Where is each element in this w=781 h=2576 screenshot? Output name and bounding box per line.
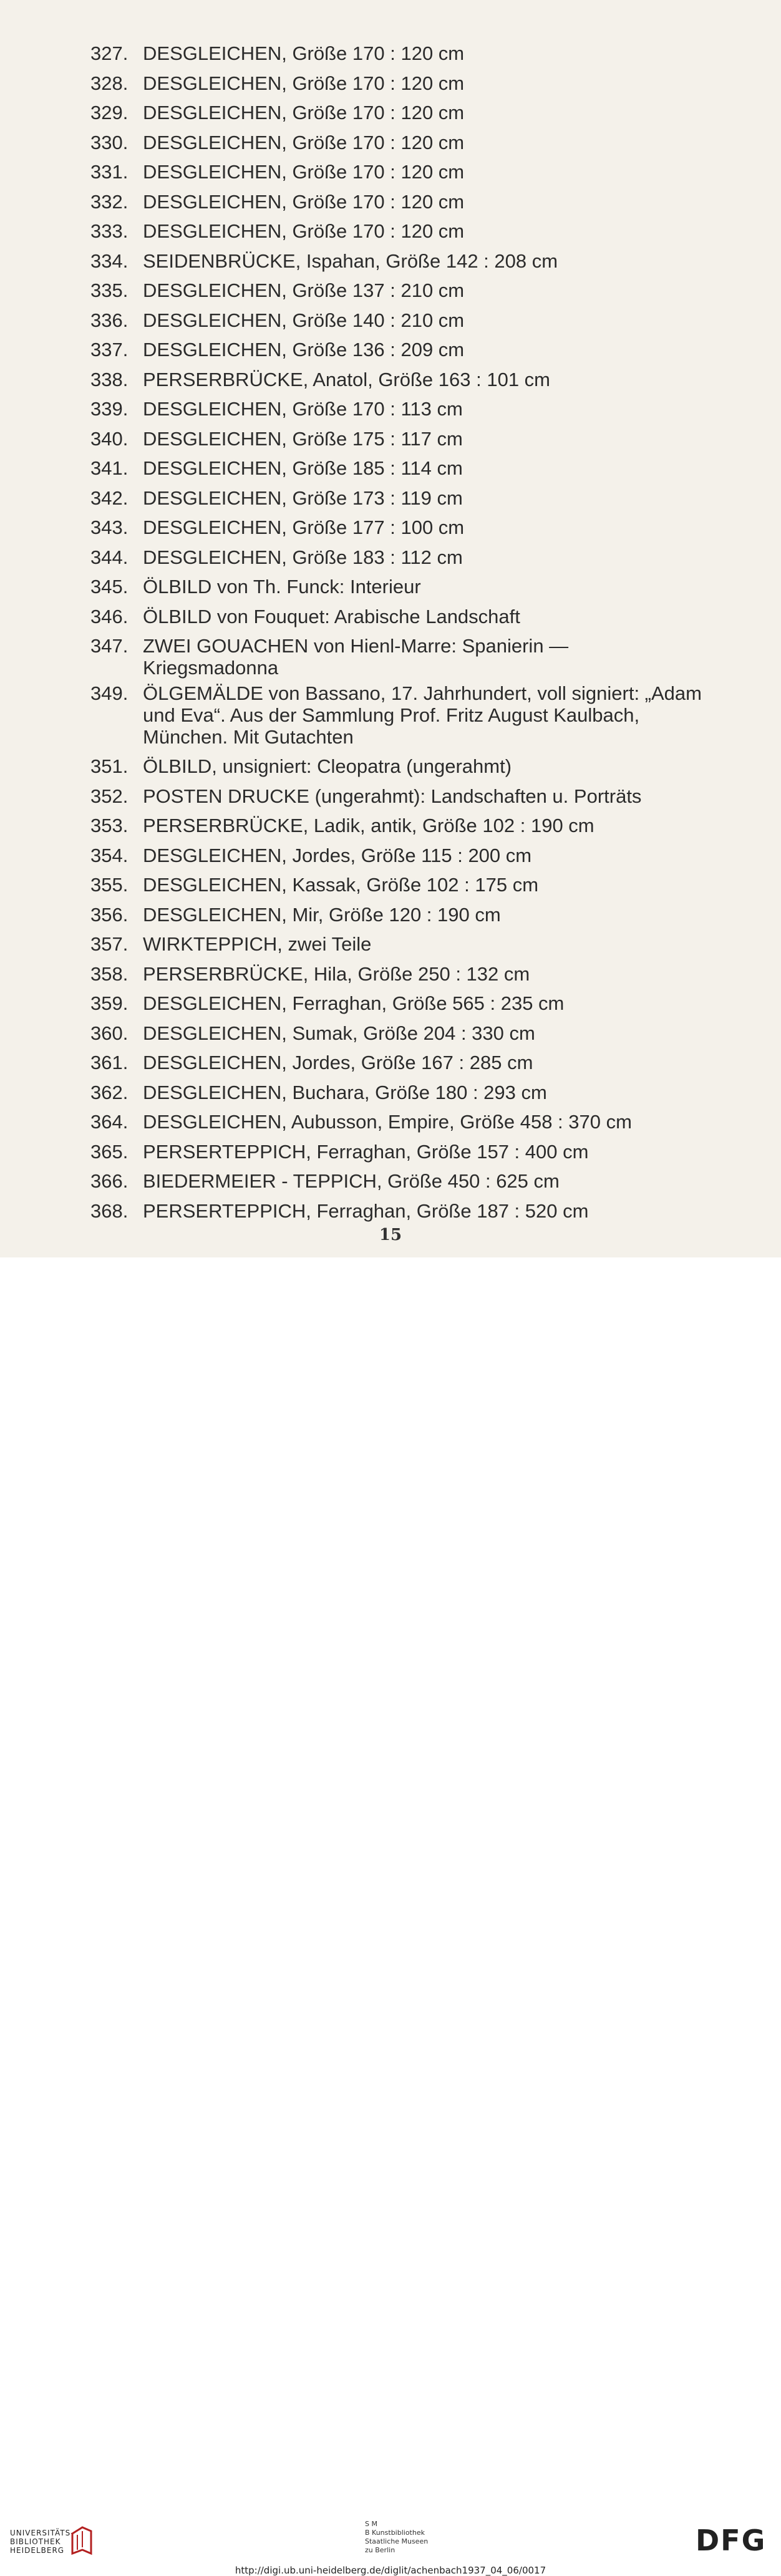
catalog-entry — [90, 929, 708, 959]
catalog-entry — [90, 1107, 708, 1137]
catalog-entry — [90, 752, 708, 782]
entry-number: 360. — [90, 1022, 129, 1044]
catalog-entry — [90, 989, 708, 1019]
entry-text: DESGLEICHEN, Größe 175 : 117 cm — [143, 427, 463, 450]
entry-text: PERSERTEPPICH, Ferraghan, Größe 187 : 520 cm — [143, 1199, 589, 1222]
entry-text: DESGLEICHEN, Größe 140 : 210 cm — [143, 309, 465, 331]
catalog-entry — [90, 424, 708, 454]
document-page — [0, 0, 781, 1257]
entry-number: 357. — [90, 933, 129, 955]
entry-text: PERSERBRÜCKE, Ladik, antik, Größe 102 : 190 cm — [143, 815, 594, 836]
entry-text: DESGLEICHEN, Größe 170 : 120 cm — [143, 161, 465, 183]
catalog-entry — [90, 1166, 708, 1196]
museum-library-logo — [365, 2520, 428, 2555]
entry-text: BIEDERMEIER - TEPPICH, Größe 450 : 625 cm — [143, 1170, 560, 1192]
entry-text: DESGLEICHEN, Mir, Größe 120 : 190 cm — [143, 903, 501, 926]
entry-number: 335. — [90, 279, 129, 301]
entry-text: PERSERBRÜCKE, Hila, Größe 250 : 132 cm — [143, 962, 530, 985]
catalog-entry — [90, 276, 708, 306]
entry-text: DESGLEICHEN, Größe 170 : 120 cm — [143, 190, 465, 213]
catalog-entry — [90, 1078, 708, 1108]
entry-text: DESGLEICHEN, Größe 170 : 120 cm — [143, 42, 465, 64]
catalog-entry — [90, 453, 708, 483]
entry-text: WIRKTEPPICH, zwei Teile — [143, 933, 372, 955]
entry-text: DESGLEICHEN, Größe 170 : 113 cm — [143, 398, 463, 420]
catalog-entry — [90, 483, 708, 513]
catalog-entry — [90, 543, 708, 573]
catalog-entry — [90, 365, 708, 395]
catalog-entry — [90, 39, 708, 69]
university-logo-line: UNIVERSITÄTS- — [10, 2529, 74, 2537]
entry-number: 358. — [90, 962, 129, 985]
entry-number: 336. — [90, 309, 129, 331]
museum-logo-line: zu Berlin — [365, 2546, 395, 2554]
entry-text: PERSERTEPPICH, Ferraghan, Größe 157 : 400 cm — [143, 1140, 589, 1163]
catalog-entry — [90, 98, 708, 128]
entry-text: DESGLEICHEN, Größe 173 : 119 cm — [143, 487, 463, 509]
catalog-entry — [90, 335, 708, 365]
entry-number: 349. — [90, 682, 129, 704]
entry-number: 362. — [90, 1081, 129, 1103]
catalog-entry — [90, 69, 708, 99]
entry-number: 342. — [90, 487, 129, 509]
entry-text: DESGLEICHEN, Ferraghan, Größe 565 : 235 cm — [143, 992, 565, 1014]
entry-number: 328. — [90, 72, 129, 94]
entry-text: SEIDENBRÜCKE, Ispahan, Größe 142 : 208 cm — [143, 249, 558, 272]
entry-text: DESGLEICHEN, Jordes, Größe 115 : 200 cm — [143, 844, 532, 866]
catalog-entry — [90, 394, 708, 424]
entry-number: 368. — [90, 1199, 129, 1222]
entry-text: ÖLBILD von Th. Funck: Interieur — [143, 576, 421, 598]
entry-text: ZWEI GOUACHEN von Hienl-Marre: Spanierin — Kriegsmadonna — [143, 635, 569, 679]
entry-text: DESGLEICHEN, Größe 183 : 112 cm — [143, 546, 463, 568]
entry-text: POSTEN DRUCKE (ungerahmt): Landschaften u. Porträts — [143, 785, 642, 807]
dfg-logo: DFG — [696, 2524, 767, 2557]
entry-number: 333. — [90, 220, 129, 242]
entry-number: 338. — [90, 368, 129, 390]
entry-number: 343. — [90, 516, 129, 538]
entry-text: DESGLEICHEN, Größe 177 : 100 cm — [143, 516, 465, 538]
catalog-entry — [90, 782, 708, 811]
catalog-entry — [90, 870, 708, 900]
entry-number: 346. — [90, 605, 129, 627]
entry-number: 354. — [90, 844, 129, 866]
catalog-entry — [90, 635, 708, 679]
catalog-entry — [90, 572, 708, 602]
entry-number: 356. — [90, 903, 129, 926]
entry-text: DESGLEICHEN, Größe 170 : 120 cm — [143, 131, 465, 153]
university-library-logo — [10, 2529, 74, 2555]
entry-text: DESGLEICHEN, Größe 170 : 120 cm — [143, 72, 465, 94]
entry-number: 361. — [90, 1052, 129, 1073]
catalog-entry — [90, 216, 708, 246]
entry-text: DESGLEICHEN, Aubusson, Empire, Größe 458 : 370 cm — [143, 1111, 632, 1133]
entry-number: 332. — [90, 190, 129, 213]
catalog-entry — [90, 1019, 708, 1048]
entry-text: DESGLEICHEN, Größe 136 : 209 cm — [143, 339, 465, 361]
entry-text: DESGLEICHEN, Größe 170 : 120 cm — [143, 102, 465, 123]
university-logo-line: BIBLIOTHEK — [10, 2537, 61, 2546]
entry-number: 355. — [90, 874, 129, 896]
page-number: 15 — [379, 1226, 402, 1244]
catalog-entry — [90, 811, 708, 841]
catalog-entry — [90, 959, 708, 989]
entry-number: 352. — [90, 785, 129, 807]
entry-number: 347. — [90, 635, 129, 657]
entry-text: DESGLEICHEN, Sumak, Größe 204 : 330 cm — [143, 1022, 535, 1044]
entry-number: 341. — [90, 457, 129, 479]
entry-number: 331. — [90, 161, 129, 183]
university-logo-line: HEIDELBERG — [10, 2546, 65, 2555]
entry-number: 364. — [90, 1111, 129, 1133]
entry-text: DESGLEICHEN, Größe 185 : 114 cm — [143, 457, 463, 479]
entry-number: 344. — [90, 546, 129, 568]
catalog-entry — [90, 1137, 708, 1167]
entry-text: ÖLBILD von Fouquet: Arabische Landschaft — [143, 605, 520, 627]
museum-logo-line: Staatliche Museen — [365, 2537, 429, 2545]
catalog-entry — [90, 128, 708, 158]
entry-number: 339. — [90, 398, 129, 420]
catalog-entry — [90, 187, 708, 217]
entry-number: 345. — [90, 576, 129, 598]
entry-number: 337. — [90, 339, 129, 361]
entry-number: 351. — [90, 755, 129, 777]
university-emblem-icon — [70, 2525, 94, 2556]
entry-text: DESGLEICHEN, Jordes, Größe 167 : 285 cm — [143, 1052, 533, 1073]
entry-number: 365. — [90, 1140, 129, 1163]
catalog-entry — [90, 841, 708, 871]
entry-text: DESGLEICHEN, Größe 170 : 120 cm — [143, 220, 465, 242]
entry-number: 330. — [90, 131, 129, 153]
catalog-entry — [90, 246, 708, 276]
entry-text: DESGLEICHEN, Größe 137 : 210 cm — [143, 279, 465, 301]
entry-number: 359. — [90, 992, 129, 1014]
entry-text: DESGLEICHEN, Kassak, Größe 102 : 175 cm — [143, 874, 539, 896]
source-url-link[interactable]: http://digi.ub.uni-heidelberg.de/diglit/achenbach1937_04_06/0017 — [235, 2565, 546, 2576]
entry-number: 353. — [90, 815, 129, 836]
entry-number: 329. — [90, 102, 129, 123]
catalog-entries — [90, 39, 708, 1226]
museum-logo-line: S M — [365, 2520, 377, 2528]
catalog-entry — [90, 513, 708, 543]
catalog-entry — [90, 602, 708, 632]
entry-number: 327. — [90, 42, 129, 64]
catalog-entry — [90, 900, 708, 930]
entry-number: 340. — [90, 427, 129, 450]
entry-text: DESGLEICHEN, Buchara, Größe 180 : 293 cm — [143, 1081, 547, 1103]
footer-bar — [0, 1257, 781, 2576]
entry-number: 334. — [90, 249, 129, 272]
catalog-entry — [90, 306, 708, 336]
catalog-entry — [90, 1048, 708, 1078]
museum-logo-line: B Kunstbibliothek — [365, 2529, 425, 2537]
catalog-entry — [90, 682, 708, 748]
entry-text: ÖLBILD, unsigniert: Cleopatra (ungerahmt) — [143, 755, 512, 777]
entry-text: ÖLGEMÄLDE von Bassano, 17. Jahrhundert, voll signiert: „Adam und Eva“. Aus der Sammlung Prof. Fritz August Kaulbach, München. Mit Gutachten — [143, 682, 702, 748]
entry-text: PERSERBRÜCKE, Anatol, Größe 163 : 101 cm — [143, 368, 550, 390]
entry-number: 366. — [90, 1170, 129, 1192]
catalog-entry — [90, 157, 708, 187]
catalog-entry — [90, 1196, 708, 1226]
